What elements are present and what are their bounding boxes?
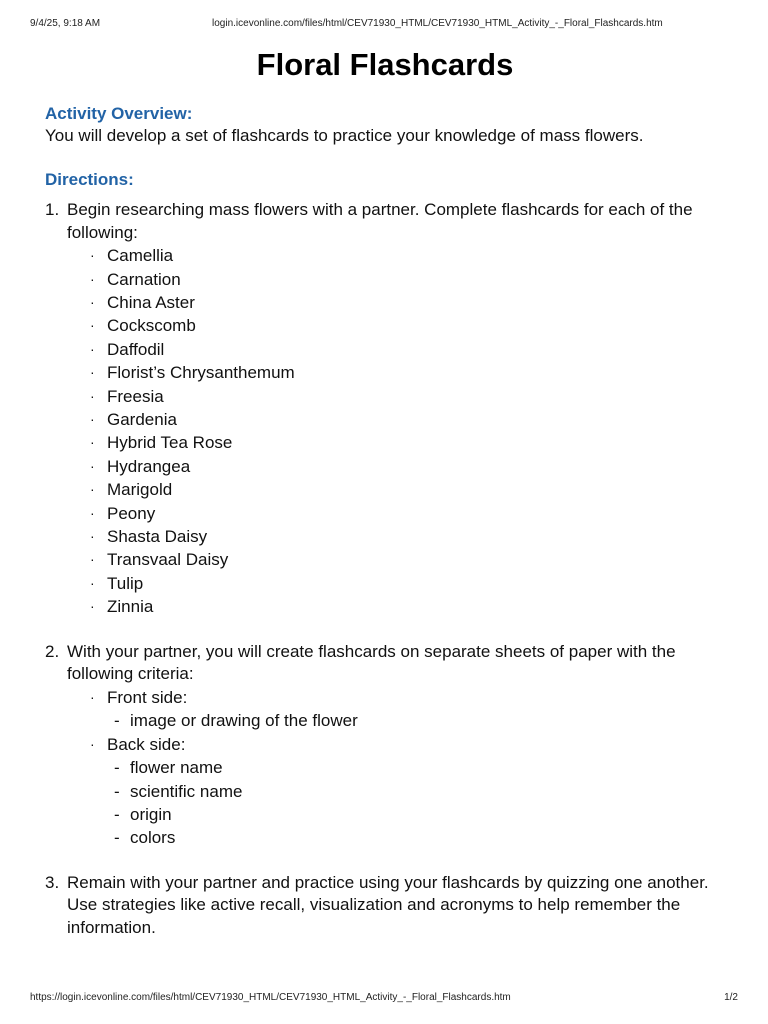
- criteria-item-text: origin: [130, 804, 172, 824]
- direction-step-3: [45, 872, 725, 940]
- flower-name: China Aster: [107, 293, 195, 312]
- flower-item: [67, 525, 725, 548]
- step-number: 2.: [45, 641, 60, 661]
- flower-item: [67, 268, 725, 291]
- bullet-icon: ·: [90, 387, 95, 404]
- flower-item: [67, 338, 725, 361]
- flower-item: [67, 502, 725, 525]
- flower-name: Cockscomb: [107, 316, 196, 336]
- flower-name: Daffodil: [107, 339, 165, 359]
- page-number: 1/2: [724, 992, 738, 1003]
- flower-item: [67, 244, 725, 267]
- step-text: Begin researching mass flowers with a partner. Complete flashcards for each of the following:: [67, 200, 693, 242]
- bullet-icon: ·: [90, 481, 95, 498]
- step-number: 3.: [45, 872, 60, 892]
- criteria-item: [107, 803, 725, 826]
- flower-name: Marigold: [107, 480, 173, 500]
- dash-icon: -: [114, 711, 120, 731]
- flower-item: [67, 455, 725, 478]
- flower-name: Transvaal Daisy: [107, 550, 229, 570]
- flower-name: Peony: [107, 503, 156, 523]
- bullet-icon: ·: [90, 364, 95, 381]
- print-datetime: 9/4/25, 9:18 AM: [30, 18, 101, 29]
- document-body: [45, 46, 725, 940]
- criteria-item-text: image or drawing of the flower: [130, 711, 358, 731]
- flower-name: Florist’s Chrysanthemum: [107, 363, 295, 383]
- overview-heading: Activity Overview:: [45, 104, 193, 123]
- flower-item: [67, 361, 725, 384]
- overview-text: You will develop a set of flashcards to practice your knowledge of mass flowers.: [45, 126, 644, 145]
- flower-item: [67, 291, 725, 314]
- flower-name: Tulip: [107, 573, 144, 593]
- flower-item: [67, 314, 725, 337]
- criteria-list: [67, 686, 725, 850]
- flower-item: [67, 408, 725, 431]
- flower-name: Camellia: [107, 246, 174, 266]
- flower-list: [67, 244, 725, 619]
- bullet-icon: ·: [90, 528, 95, 545]
- directions-heading: Directions:: [45, 170, 134, 189]
- criteria-item-text: colors: [130, 828, 176, 848]
- bullet-icon: ·: [90, 434, 95, 451]
- flower-name: Shasta Daisy: [107, 527, 208, 547]
- flower-name: Hybrid Tea Rose: [107, 433, 233, 453]
- direction-step-2: [45, 641, 725, 850]
- dash-icon: -: [114, 828, 120, 848]
- bullet-icon: ·: [90, 317, 95, 334]
- dash-icon: -: [114, 758, 120, 778]
- step-text: Remain with your partner and practice using your flashcards by quizzing one another. Use strategies like active recall, visualization and acronyms to help remember the information.: [67, 872, 709, 937]
- flower-item: [67, 548, 725, 571]
- flower-item: [67, 478, 725, 501]
- flower-item: [67, 385, 725, 408]
- print-footer-url: https://login.icevonline.com/files/html/CEV71930_HTML/CEV71930_HTML_Activity_-_Floral_Flashcards.htm: [30, 992, 511, 1003]
- criteria-label: Back side:: [107, 734, 186, 754]
- bullet-icon: ·: [90, 551, 95, 568]
- step-number: 1.: [45, 200, 60, 219]
- criteria-item: [107, 709, 725, 732]
- page-title: Floral Flashcards: [256, 47, 514, 82]
- flower-name: Zinnia: [107, 597, 154, 617]
- step-text: With your partner, you will create flashcards on separate sheets of paper with the following criteria:: [67, 641, 676, 684]
- print-header-url: login.icevonline.com/files/html/CEV71930_HTML/CEV71930_HTML_Activity_-_Floral_Flashcards.htm: [212, 18, 663, 29]
- flower-item: [67, 431, 725, 454]
- dash-icon: -: [114, 804, 120, 824]
- criteria-label: Front side:: [107, 687, 188, 707]
- bullet-icon: ·: [90, 735, 95, 752]
- criteria-back-side: [67, 733, 725, 850]
- bullet-icon: ·: [90, 294, 95, 310]
- directions-list: [45, 199, 725, 940]
- flower-name: Gardenia: [107, 410, 177, 430]
- dash-icon: -: [114, 781, 120, 801]
- print-footer: [30, 992, 738, 1008]
- bullet-icon: ·: [90, 457, 95, 474]
- flower-name: Freesia: [107, 386, 164, 406]
- criteria-front-side: [67, 686, 725, 733]
- flower-name: Hydrangea: [107, 456, 191, 476]
- bullet-icon: ·: [90, 411, 95, 428]
- print-header: [30, 18, 738, 34]
- criteria-item: [107, 756, 725, 779]
- flower-name: Carnation: [107, 269, 181, 289]
- bullet-icon: ·: [90, 688, 95, 705]
- flower-item: [67, 595, 725, 618]
- bullet-icon: ·: [90, 504, 95, 521]
- bullet-icon: ·: [90, 598, 95, 615]
- direction-step-1: [45, 199, 725, 619]
- bullet-icon: ·: [90, 340, 95, 357]
- back-side-items: [107, 756, 725, 850]
- criteria-item: [107, 780, 725, 803]
- bullet-icon: ·: [90, 574, 95, 591]
- front-side-items: [107, 709, 725, 732]
- criteria-item-text: flower name: [130, 758, 223, 778]
- bullet-icon: ·: [90, 247, 95, 264]
- bullet-icon: ·: [90, 270, 95, 287]
- criteria-item-text: scientific name: [130, 781, 243, 801]
- criteria-item: [107, 826, 725, 849]
- flower-item: [67, 572, 725, 595]
